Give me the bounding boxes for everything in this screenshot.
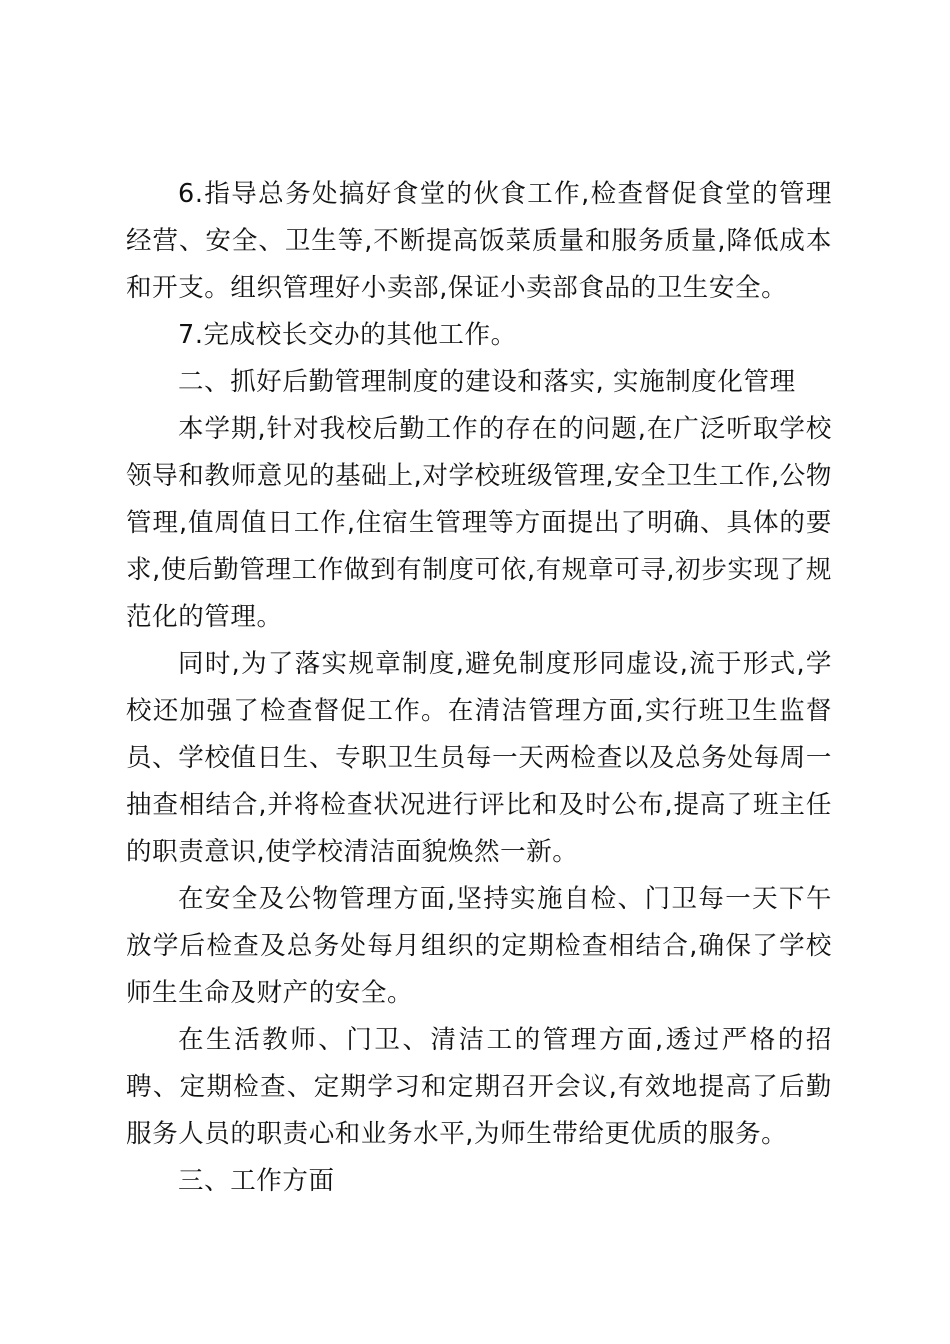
paragraph-item-7: 7.完成校长交办的其他工作。: [178, 320, 517, 350]
paragraph-item-6: 6.指导总务处搞好食堂的伙食工作,检查督促食堂的管理经营、安全、卫生等,不断提高饭菜质量和服务质量,降低成本和开支。组织管理好小卖部,保证小卖部食品的卫生安全。: [126, 179, 832, 303]
section-heading-2: 二、抓好后勤管理制度的建设和落实, 实施制度化管理: [178, 367, 796, 397]
section-heading-3: 三、工作方面: [178, 1166, 335, 1196]
paragraph-management-rules: 本学期,针对我校后勤工作的存在的问题,在广泛听取学校领导和教师意见的基础上,对学校班级管理,安全卫生工作,公物管理,值周值日工作,住宿生管理等方面提出了明确、具体的要求,使后勤管理工作做到有制度可依,有规章可寻,初步实现了规范化的管理。: [126, 414, 832, 632]
paragraph-safety-property: 在安全及公物管理方面,坚持实施自检、门卫每一天下午放学后检查及总务处每月组织的定期检查相结合,确保了学校师生生命及财产的安全。: [126, 884, 832, 1008]
paragraph-inspection: 同时,为了落实规章制度,避免制度形同虚设,流于形式,学校还加强了检查督促工作。在清洁管理方面,实行班卫生监督员、学校值日生、专职卫生员每一天两检查以及总务处每周一抽查相结合,并将检查状况进行评比和及时公布,提高了班主任的职责意识,使学校清洁面貌焕然一新。: [126, 649, 832, 867]
document-page: [126, 171, 832, 1205]
paragraph-staff-management: 在生活教师、门卫、清洁工的管理方面,透过严格的招聘、定期检查、定期学习和定期召开会议,有效地提高了后勤服务人员的职责心和业务水平,为师生带给更优质的服务。: [126, 1025, 832, 1149]
